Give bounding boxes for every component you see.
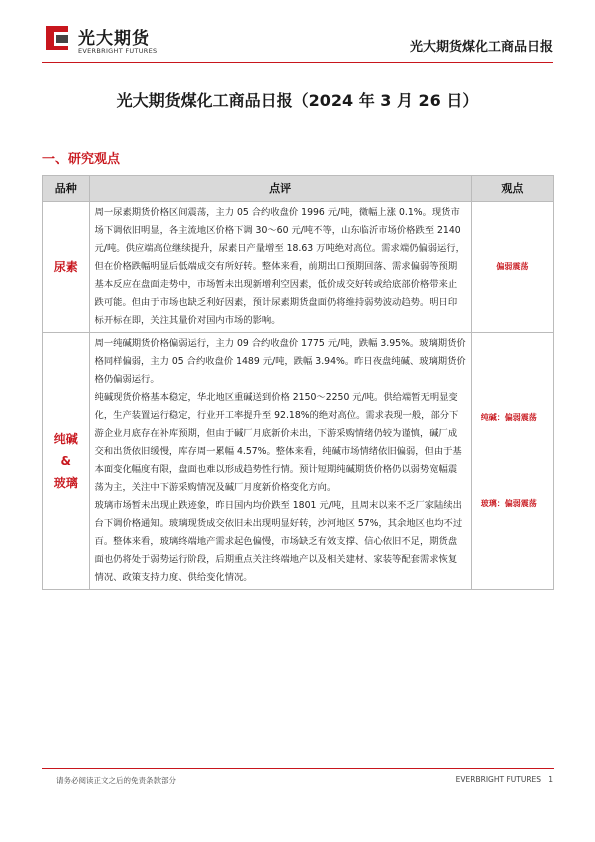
comment-cell — [89, 202, 471, 333]
view-cell — [471, 202, 553, 333]
view-label: 玻璃：偏弱震荡 — [480, 499, 537, 508]
header-divider — [42, 62, 553, 63]
comment-paragraph: 玻璃市场暂未出现止跌迹象，昨日国内均价跌至 1801 元/吨，且周末以来不乏厂家陆续出台下调价格通知。玻璃现货成交依旧未出现明显好转，沙河地区 57%，其余地区也均不过百。整体来看，玻璃终端地产需求起色偏慢，市场缺乏有效支撑、信心依旧不足，期货盘面也仍将处于弱势运行阶段，后期重点关注终端地产以及相关建材、家装等配套需求恢复情况、政策支持力度、供给变化情况。 — [94, 500, 463, 583]
footer-divider — [42, 768, 554, 769]
logo-icon — [42, 24, 72, 52]
table-row-soda-glass — [43, 333, 554, 590]
footer-disclaimer: 请务必阅读正文之后的免责条款部分 — [56, 776, 176, 785]
variety-cell — [43, 333, 90, 590]
variety-cell — [43, 202, 90, 333]
column-header-variety: 品种 — [43, 176, 90, 202]
logo-english: EVERBRIGHT FUTURES — [78, 47, 158, 55]
variety-label-line: 玻璃 — [53, 476, 78, 490]
comment-paragraph: 周一尿素期货价格区间震荡，主力 05 合约收盘价 1996 元/吨，微幅上涨 0.1%。现货市场下调依旧明显，各主流地区价格下调 30～60 元/吨不等，山东临沂市场价格跌至 2140 元/吨。供应端高位继续提升，尿素日产量增至 18.63 万吨绝对高位。需求端仍偏弱运行，但在价格跌幅明显后低端成交有所好转。整体来看，前期出口预期回落、需求偏弱等预期基本反应在盘面走势中，市场暂未出现新增利空因素，低价成交好转或给底部价格带来止跌可能。但由于市场也缺乏利好因素，预计尿素期货盘面仍将维持弱势波动趋势。明日印标开标在即，关注其量价对国内市场的影响。 — [94, 207, 465, 326]
column-header-comment: 点评 — [89, 176, 471, 202]
footer-brand — [456, 775, 553, 784]
variety-label-line: & — [60, 454, 71, 468]
section-heading: 一、研究观点 — [42, 152, 121, 167]
table-header-row — [43, 176, 554, 202]
footer-brand-text: EVERBRIGHT FUTURES — [455, 775, 542, 784]
document-title: 光大期货煤化工商品日报（2024 年 3 月 26 日） — [116, 91, 479, 110]
variety-label-line: 纯碱 — [53, 432, 78, 446]
variety-label: 尿素 — [53, 260, 78, 274]
research-table — [42, 175, 554, 590]
logo-chinese: 光大期货 — [78, 29, 150, 49]
page-header — [42, 20, 553, 68]
view-label: 偏弱震荡 — [496, 262, 529, 271]
header-title: 光大期货煤化工商品日报 — [409, 40, 553, 55]
comment-paragraph: 纯碱现货价格基本稳定，华北地区重碱送到价格 2150～2250 元/吨。供给端暂无明显变化，生产装置运行稳定，行业开工率提升至 92.18%的绝对高位。需求表现一般，部分下游企业月底存在补库预期，但由于碱厂月底新价未出，下游采购情绪仍较为谨慎，碱厂成交和出货依旧缓慢，库存周一累幅 4.57%。整体来看，纯碱市场情绪依旧偏弱，但由于基本面变化幅度有限，盘面也难以形成趋势性行情。预计短期纯碱期货价格仍以弱势宽幅震荡为主，关注中下游采购情况及碱厂月度新价格变化方向。 — [94, 392, 462, 493]
comment-cell — [89, 333, 471, 590]
page-number: 1 — [548, 775, 553, 784]
comment-paragraph: 周一纯碱期货价格偏弱运行，主力 09 合约收盘价 1775 元/吨，跌幅 3.95%。玻璃期货价格同样偏弱，主力 05 合约收盘价 1489 元/吨，跌幅 3.94%。昨日夜盘纯碱、玻璃期货价格仍偏弱运行。 — [94, 338, 466, 385]
column-header-view: 观点 — [471, 176, 553, 202]
table-row-urea — [43, 202, 554, 333]
view-cell — [471, 333, 553, 590]
view-label: 纯碱：偏弱震荡 — [480, 413, 537, 422]
